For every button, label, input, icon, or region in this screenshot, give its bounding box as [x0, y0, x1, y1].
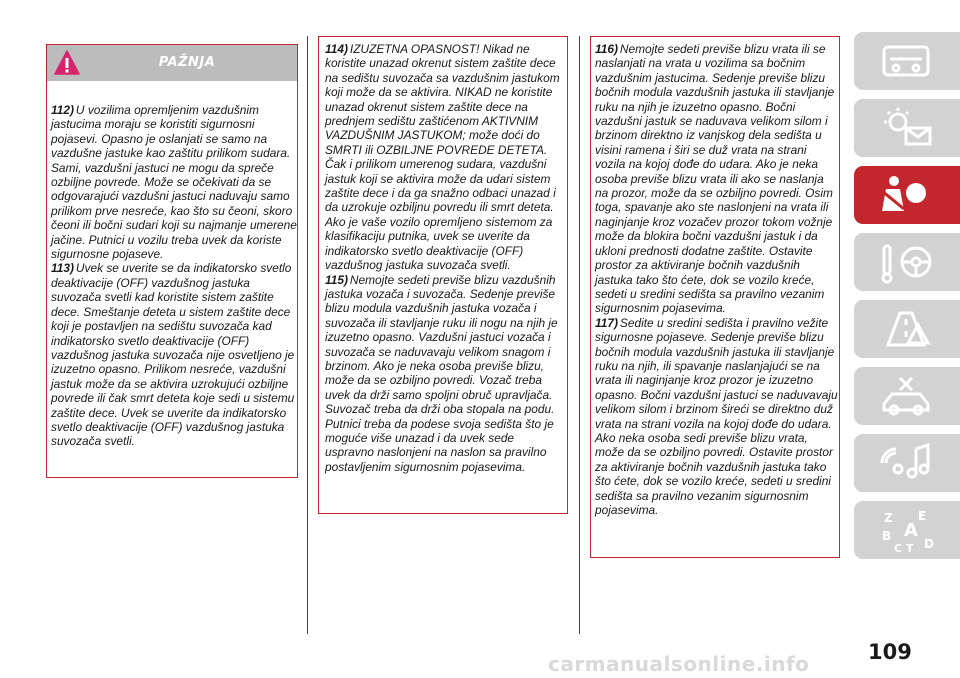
note-115 — [325, 273, 565, 475]
svg-text:Z: Z — [884, 511, 893, 525]
warning-box-3 — [590, 36, 840, 558]
note-text: U vozilima opremljenim vazdušnim jastucima moraju se koristiti sigurnosni pojasevi. Opasno je oslanjati se samo na vazdušne jastuke kao zaštitu prilikom sudara. Sami, vazdušni jastuci ne mogu da spreče ozbiljne povrede. Može se očekivati da se odgovarajući vazdušni jastuci naduvaju samo prilikom prve nesreće, kao što su čeoni, skoro čeoni ili bočni sudari koji su najmanje umerene jačine. Putnici u vozilu treba uvek da koriste sigurnosne pojaseve. — [51, 103, 297, 262]
svg-text:E: E — [918, 509, 927, 523]
note-number: 117) — [595, 315, 618, 330]
lights-warning-icon — [870, 104, 942, 152]
note-text: Nemojte sedeti previše blizu vazdušnih jastuka vozača i suvozača. Sedenje previše blizu modula vazdušnih jastuka vozača i suvozača ili stavljanje ruku ili nogu na njih je izuzetno opasno. Vazdušni jastuci vozača i suvozača se naduvavaju velikom snagom i brzinom. Ako je neka osoba previše blizu, može da se ozbiljno povredi. Vozač treba uvek da drži samo spoljni obruč upravljača. Suvozač treba da drži oba stopala na podu. Putnici treba da podese svoja sedišta što je moguće više unazad i da uvek sede uspravno naslonjeni na naslon sa pravilno postavljenim sigurnosnim pojasevima. — [325, 272, 558, 474]
tab-maintenance[interactable] — [854, 367, 960, 425]
note-text: Nemojte sedeti previše blizu vrata ili se naslanjati na vrata u vozilima sa bočnim vazdušnim jastucima. Sedenje previše blizu bočnih modula vazdušnih jastuka ili stavljanje ruku na njih je izuzetno opasno. Bočni vazdušni jastuk se naduvava velikom silom i brzinom direktno iz vanjskog dela sedišta u visini ramena i širi se duž vrata na strani vozila na kojoj dođe do udara. Ako je neka osoba previše blizu vrata ili ako se naslanja na prozor, može da se ozbiljno povredi. Osim toga, spavanje ako ste naslonjeni na vrata ili naginjanje kroz vozačev prozor tokom vožnje može da blokira bočni vazdušni jastuk i da ukloni prednosti dodatne zaštite. Ostavite prostor za aktiviranje bočnih vazdušnih jastuka tako što ćete, dok se vozilo kreće, sedeti u sredini sedišta sa pravilno vezanim sigurnosnim pojasevima. — [595, 42, 835, 316]
road-warning-icon — [870, 305, 942, 353]
column-divider — [579, 36, 580, 634]
note-number: 113) — [51, 261, 74, 276]
note-112 — [51, 103, 297, 261]
seatbelt-airbag-icon — [870, 171, 942, 219]
tab-lights-warnings[interactable] — [854, 99, 960, 157]
alphabet-index-icon — [870, 506, 942, 554]
warning-header — [47, 45, 297, 81]
key-steering-icon — [870, 238, 942, 286]
tab-safety[interactable] — [854, 166, 960, 224]
column-1-text — [51, 103, 297, 449]
note-number: 114) — [325, 42, 348, 56]
svg-text:D: D — [924, 537, 934, 551]
tools-car-icon — [870, 372, 942, 420]
car-dashboard-icon — [870, 37, 942, 85]
tab-starting-driving[interactable] — [854, 233, 960, 291]
svg-text:C: C — [894, 542, 903, 554]
tab-dashboard[interactable] — [854, 32, 960, 90]
warning-title: PAŽNJA — [158, 55, 216, 70]
tab-multimedia[interactable] — [854, 434, 960, 492]
note-116 — [595, 42, 839, 316]
column-divider — [307, 36, 308, 634]
multimedia-icon — [870, 439, 942, 487]
page-number: 109 — [868, 640, 912, 664]
warning-box-2 — [318, 36, 568, 514]
note-117 — [595, 316, 839, 518]
svg-text:B: B — [882, 529, 892, 543]
note-114 — [325, 42, 565, 273]
svg-text:T: T — [906, 542, 914, 554]
column-3-text — [595, 42, 839, 517]
warning-box — [46, 44, 298, 478]
note-text: Uvek se uverite se da indikatorsko svetlo deaktivacije (OFF) vazdušnog jastuka suvozača svetli kad koristite sistem zaštite dece. Smeštanje deteta u sistem zaštite dece koji je postavljen na sedištu suvozača kad indikatorsko svetlo deaktivacije (OFF) vazdušnog jastuka suvozača nije osvetljeno je izuzetno opasno. Prilikom nesreće, vazdušni jastuk može da se aktivira uzrokujući ozbiljne povrede ili čak smrt deteta koje sedi u sistemu zaštite dece. Uvek se uverite da indikatorsko svetlo deaktivacije (OFF) vazdušnog jastuka suvozača svetli. — [51, 261, 295, 449]
chapter-tabs — [854, 32, 960, 568]
tab-emergency[interactable] — [854, 300, 960, 358]
note-113 — [51, 261, 297, 448]
note-text: IZUZETNA OPASNOST! Nikad ne koristite unazad okrenut sistem zaštite dece na sedištu suvozača sa vazdušnim jastukom koji može da se aktivira. NIKAD ne koristite unazad okrenut sistem zaštite dece na prednjem sedištu zaštićenom AKTIVNIM VAZDUŠNIM JASTUKOM; može doći do SMRTI ili OZBILJNE POVREDE DETETA. Čak i prilikom umerenog sudara, vazdušni jastuk koji se aktivira može da udari sistem zaštite dece i da ga snažno odbaci unazad i da uzrokuje ozbiljnu povredu ili smrt deteta. Ako je vaše vozilo opremljeno sistemom za klasifikaciju putnika, uvek se uverite da indikatorsko svetlo deaktivacije (OFF) vazdušnog jastuka suvozača svetli. — [325, 42, 560, 273]
note-number: 112) — [51, 103, 74, 117]
note-number: 116) — [595, 42, 618, 56]
tab-index[interactable] — [854, 501, 960, 559]
note-number: 115) — [325, 272, 348, 287]
watermark: carmanualsonline.info — [548, 652, 810, 676]
note-text: Sedite u sredini sedišta i pravilno vežite sigurnosne pojaseve. Sedenje previše blizu bočnih modula vazdušnih jastuka ili stavljanje ruku na njih, ili spavanje naslanjajući se na vrata ili naginjanje kroz prozor je izuzetno opasno. Bočni vazdušni jastuci se naduvavaju velikom silom i brzinom šireći se direktno duž vrata na strani vozila na kojoj dođe do udara. Ako neka osoba sedi previše blizu vrata, može da se ozbiljno povredi. Ostavite prostor za aktiviranje bočnih vazdušnih jastuka tako što ćete, dok se vozilo kreće, sedeti u sredini sedišta sa pravilno vezanim sigurnosnim pojasevima. — [595, 315, 838, 517]
column-2-text — [325, 42, 565, 474]
svg-text:A: A — [904, 520, 918, 541]
